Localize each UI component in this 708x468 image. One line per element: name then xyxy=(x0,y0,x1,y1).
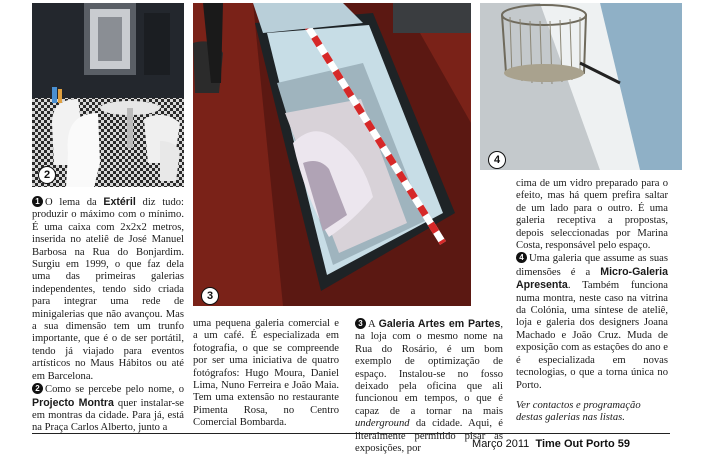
cafe-interior-image xyxy=(32,3,184,187)
item-number-badge: 2 xyxy=(32,383,43,394)
photo-birdcage xyxy=(480,3,682,170)
paragraph-exteril xyxy=(32,196,184,383)
item-number-badge: 4 xyxy=(516,252,527,263)
venue-name: Projecto Montra xyxy=(32,396,114,409)
item-body: quer instalar-se em montras da cidade. Para já, está na Praça Carlos Alberto, junto a xyxy=(32,397,184,434)
venue-name: Extéril xyxy=(103,196,136,208)
item-body: diz tudo: produzir o máximo com o mínimo. É uma caixa com 2x2x2 metros, inserida no ateliê de José Manuel Barbosa na Rua do Bonjardim. Surgiu em 1999, o que faz dela uma das primeiras galerias independentes, tendo sido criada para integrar uma rede de minigalerias que não avançou. Mas a sua dimensão tem um trunfo importante, que é o de ser portátil, tendo já viajado para eventos artísticos no Maus Hábitos ou até em Barcelona. xyxy=(32,197,184,382)
publication-name: Time Out Porto xyxy=(535,438,615,450)
venue-name: Micro-Galeria Apresenta xyxy=(516,265,668,292)
item-emphasis: underground xyxy=(355,418,410,430)
item-lead: O lema da xyxy=(45,197,104,208)
venue-name: Galeria Artes em Partes xyxy=(378,318,501,330)
column-2 xyxy=(193,318,339,430)
paragraph-continuation: cima de um vidro preparado para o efeito, mas há quem prefira saltar de um lado para o outro. É uma galeria receptiva a propostas, depois seleccionadas por Marina Costa, responsável pelo espaço. xyxy=(516,178,668,252)
item-lead: A xyxy=(368,319,379,330)
column-1 xyxy=(32,196,184,435)
photo-badge: 3 xyxy=(201,287,219,305)
listings-note: Ver contactos e programação destas galerias nas listas. xyxy=(516,399,641,424)
page-footer xyxy=(32,433,670,464)
item-lead: Como se percebe pelo nome, o xyxy=(45,384,184,396)
issue-date: Março 2011 xyxy=(472,438,530,450)
item-lead: Uma galeria que assume as suas dimensões é a xyxy=(516,253,668,278)
item-body: , na loja com o mesmo nome na Rua do Rosário, é um bom exemplo de optimização de espaço. Instalou-se no fosso deixado pela oficina que ali funcionou em tempos, o que é capaz de a tornar na mais xyxy=(355,319,503,417)
footer-text xyxy=(472,438,630,450)
birdcage-image xyxy=(480,3,682,170)
item-body: . Também funciona numa montra, neste caso na vitrina da Colónia, uma síntese de ateliê, loja e galeria dos designers Joana Machado e João Cruz. Muda de exposição com as estações do ano e é especializada em novas tecnologias, o que a torna única no Porto. xyxy=(516,280,668,391)
paragraph-continuation: uma pequena galeria comercial e a um café. É especializada em fotografia, o que se compreende por ser uma iniciativa de quatro fotógrafos: Hugo Moura, Daniel Lima, Nuno Ferreira e João Maia. Tem uma extensão no restaurante Pimenta Rosa, no Centro Comercial Bombarda. xyxy=(193,318,339,429)
item-number-badge: 3 xyxy=(355,318,366,329)
column-4 xyxy=(516,178,668,425)
page-number: 59 xyxy=(617,438,630,450)
photo-badge: 2 xyxy=(38,166,56,184)
item-number-badge: 1 xyxy=(32,196,43,207)
photo-badge: 4 xyxy=(488,151,506,169)
photo-cafe-interior xyxy=(32,3,184,187)
glass-floor-image xyxy=(193,3,471,306)
paragraph-projecto-montra xyxy=(32,383,184,435)
paragraph-micro-galeria xyxy=(516,252,668,391)
photo-glass-floor xyxy=(193,3,471,306)
item-body: da cidade. Aqui, é literalmente permitido pisar as exposições, por xyxy=(355,418,503,455)
